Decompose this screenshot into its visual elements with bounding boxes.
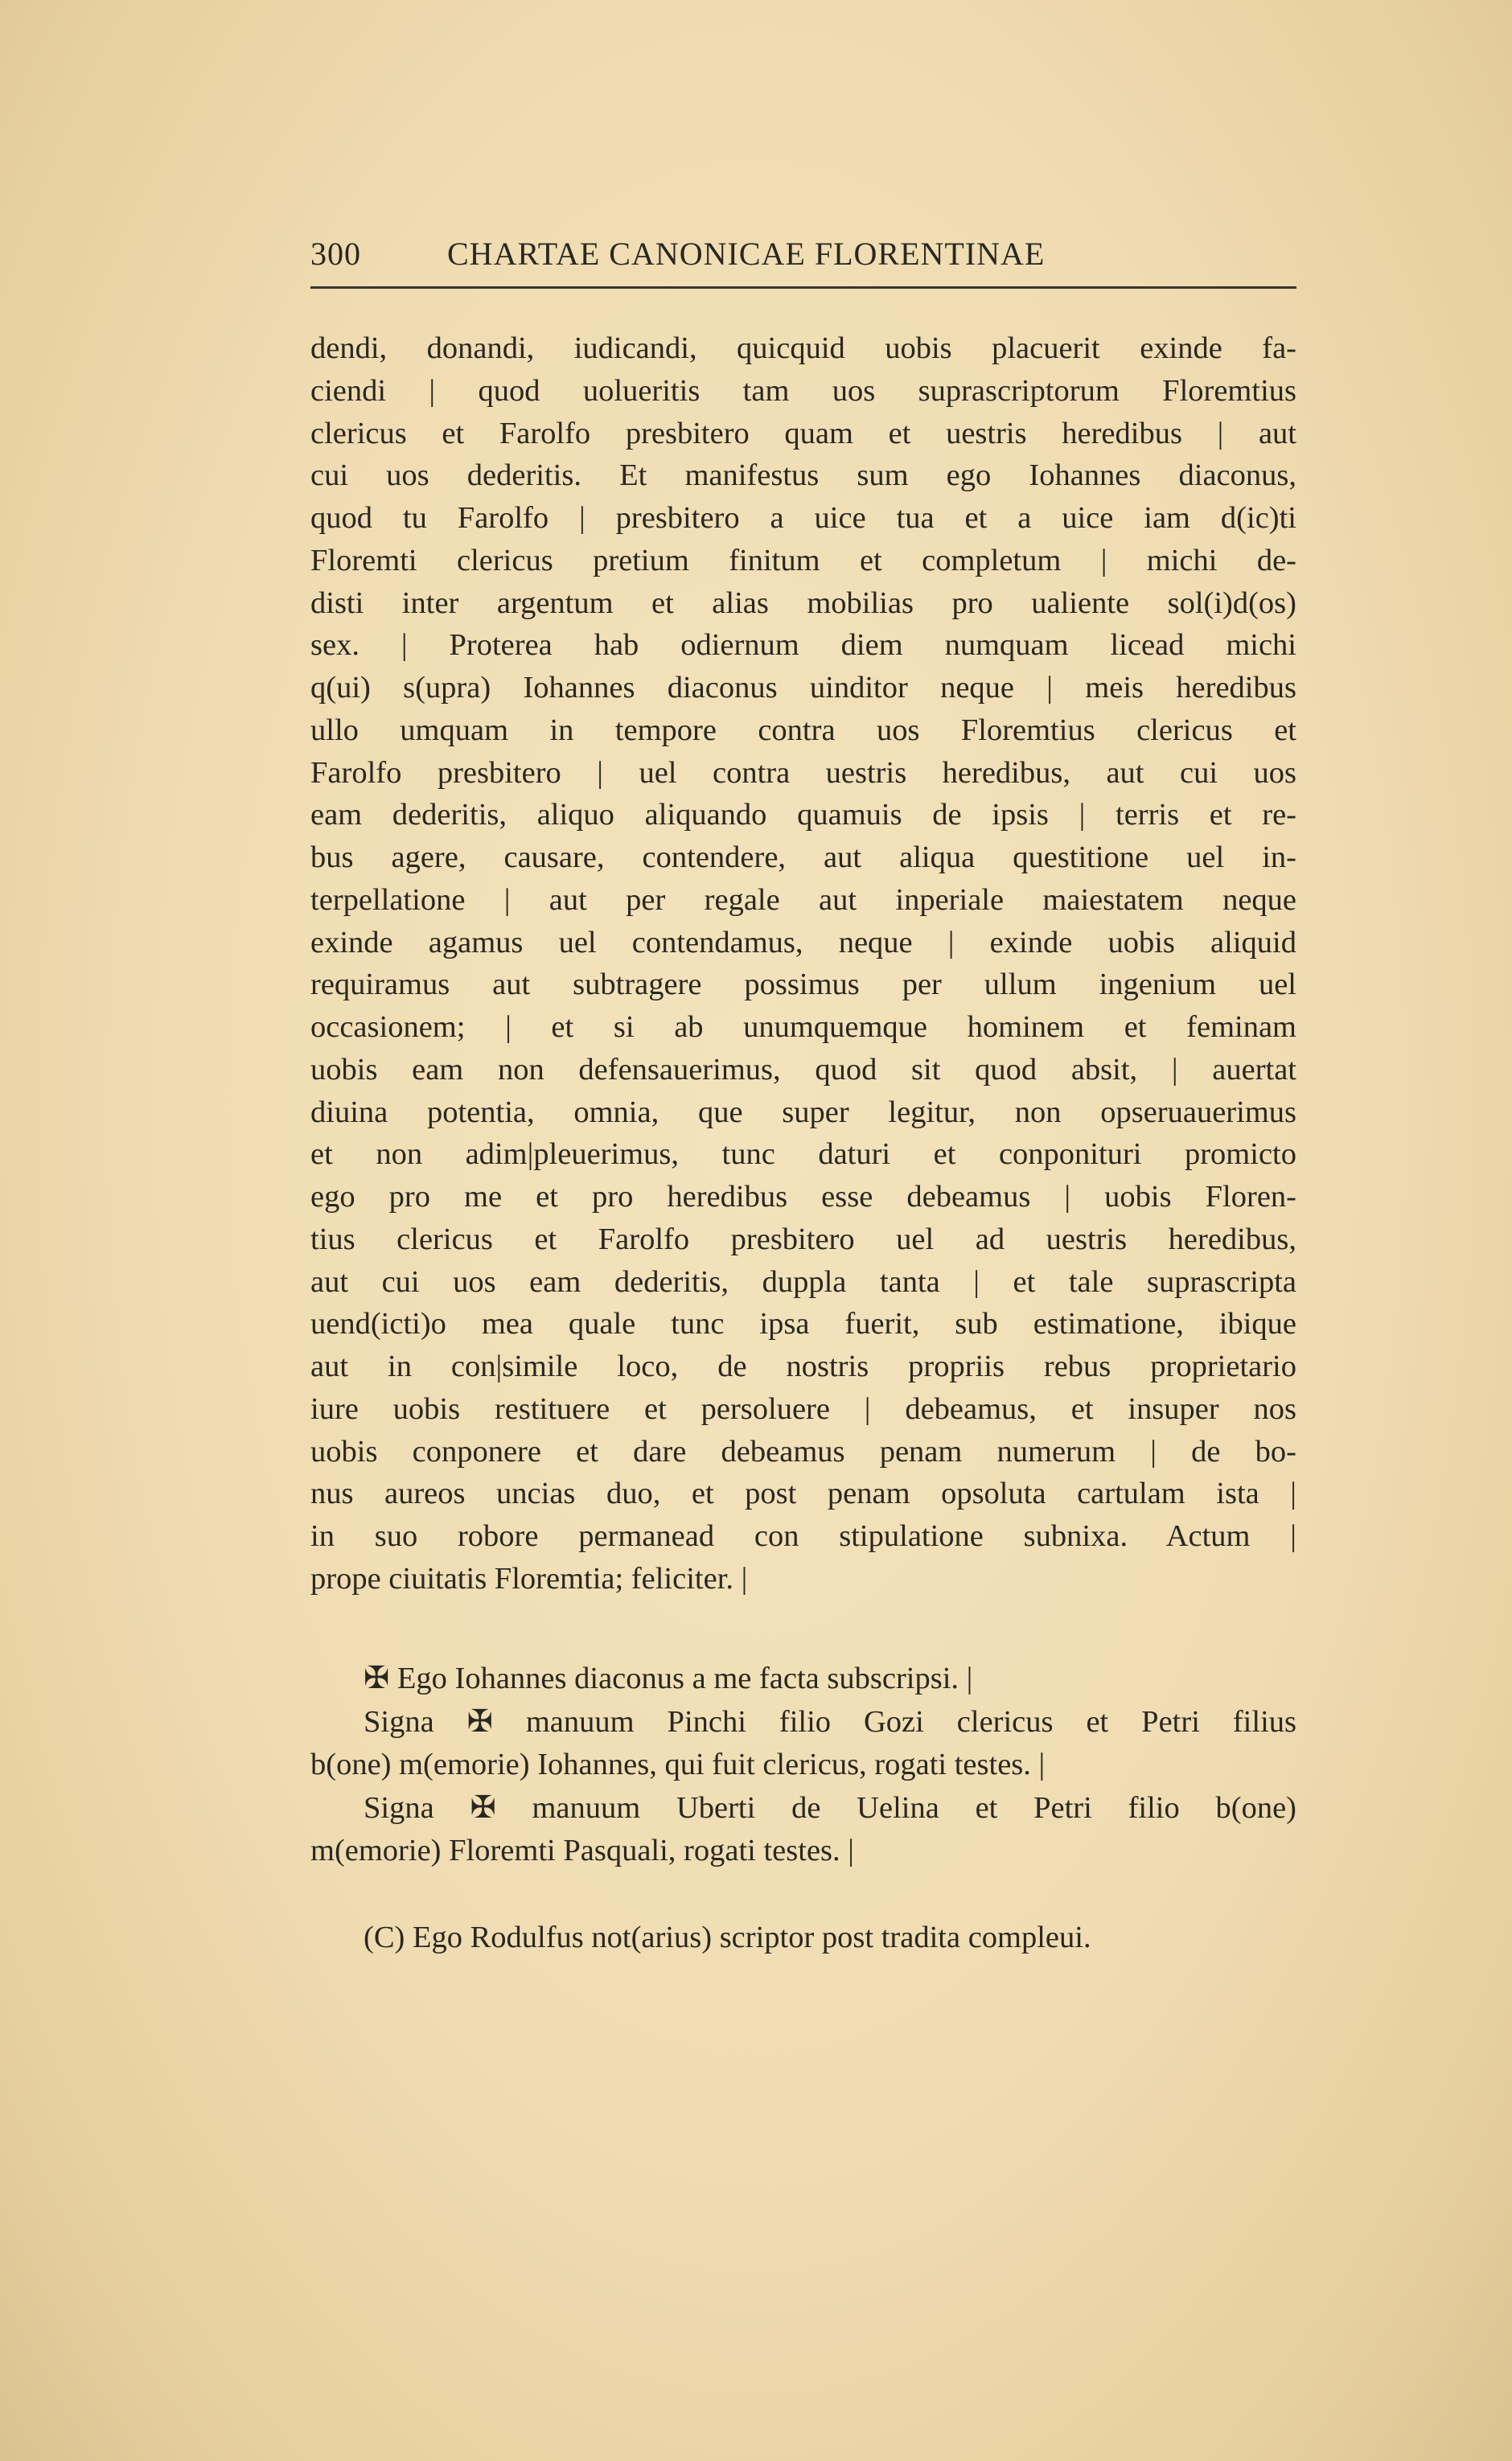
subscription-line: Signa ✠ manuum Pinchi filio Gozi clericus et Petri filius — [364, 1704, 1296, 1739]
text-line: bus agere, causare, contendere, aut aliqua questitione uel in- — [310, 840, 1296, 874]
text-line: Farolfo presbitero | uel contra uestris heredibus, aut cui uos — [310, 755, 1296, 790]
text-line: q(ui) s(upra) Iohannes diaconus uinditor neque | meis heredibus — [310, 671, 1296, 705]
text-line: occasionem; | et si ab unumquemque hominem et feminam — [310, 1010, 1296, 1044]
text-line: tius clericus et Farolfo presbitero uel ad uestris heredibus, — [310, 1222, 1296, 1256]
text-line: ego pro me et pro heredibus esse debeamus | uobis Floren- — [310, 1180, 1296, 1214]
text-line: eam dederitis, aliquo aliquando quamuis de ipsis | terris et re- — [310, 798, 1296, 832]
text-line: aut in con|simile loco, de nostris propriis rebus proprietario — [310, 1350, 1296, 1383]
text-line: nus aureos uncias duo, et post penam opsoluta cartulam ista | — [310, 1477, 1296, 1511]
text-line: requiramus aut subtragere possimus per ullum ingenium uel — [310, 968, 1296, 1002]
text-line: sex. | Proterea hab odiernum diem numquam licead michi — [310, 628, 1296, 663]
text-line: cui uos dederitis. Et manifestus sum ego Iohannes diaconus, — [310, 458, 1296, 493]
text-line: diuina potentia, omnia, que super legitur, non opseruauerimus — [310, 1095, 1296, 1129]
text-line: terpellatione | aut per regale aut inperiale maiestatem neque — [310, 882, 1296, 917]
text-line: dendi, donandi, iudicandi, quicquid uobis placuerit exinde fa- — [310, 331, 1296, 365]
text-line: quod tu Farolfo | presbitero a uice tua et a uice iam d(ic)ti — [310, 501, 1296, 535]
subscription-line: Signa ✠ manuum Uberti de Uelina et Petri filio b(one) — [364, 1790, 1296, 1825]
text-line: Floremti clericus pretium finitum et completum | michi de- — [310, 543, 1296, 577]
text-line: in suo robore permanead con stipulatione subnixa. Actum | — [310, 1519, 1296, 1553]
page-number: 300 — [310, 236, 361, 272]
running-header — [310, 235, 1296, 283]
subscription-line: b(one) m(emorie) Iohannes, qui fuit clericus, rogati testes. | — [310, 1748, 1046, 1781]
text-line: prope ciuitatis Floremtia; feliciter. | — [310, 1561, 748, 1596]
subscription-line: ✠ Ego Iohannes diaconus a me facta subscripsi. | — [364, 1662, 973, 1695]
notary-subscription: (C) Ego Rodulfus not(arius) scriptor post tradita compleui. — [364, 1921, 1091, 1954]
text-line: et non adim|pleuerimus, tunc daturi et conponituri promicto — [310, 1137, 1296, 1172]
text-line: uend(icti)o mea quale tunc ipsa fuerit, sub estimatione, ibique — [310, 1307, 1296, 1341]
text-line: disti inter argentum et alias mobilias pro ualiente sol(i)d(os) — [310, 585, 1296, 620]
text-line: uobis eam non defensauerimus, quod sit quod absit, | auertat — [310, 1052, 1296, 1087]
text-line: aut cui uos eam dederitis, duppla tanta | et tale suprascripta — [310, 1264, 1296, 1299]
header-rule — [310, 286, 1296, 289]
text-line: ullo umquam in tempore contra uos Floremtius clericus et — [310, 713, 1296, 747]
text-line: exinde agamus uel contendamus, neque | exinde uobis aliquid — [310, 925, 1296, 959]
text-line: clericus et Farolfo presbitero quam et uestris heredibus | aut — [310, 416, 1296, 450]
text-line: ciendi | quod uolueritis tam uos suprascriptorum Floremtius — [310, 373, 1296, 408]
text-line: uobis conponere et dare debeamus penam numerum | de bo- — [310, 1434, 1296, 1469]
running-title: CHARTAE CANONICAE FLORENTINAE — [447, 236, 1046, 272]
text-line: iure uobis restituere et persoluere | debeamus, et insuper nos — [310, 1391, 1296, 1426]
subscription-line: m(emorie) Floremti Pasquali, rogati testes. | — [310, 1834, 854, 1867]
